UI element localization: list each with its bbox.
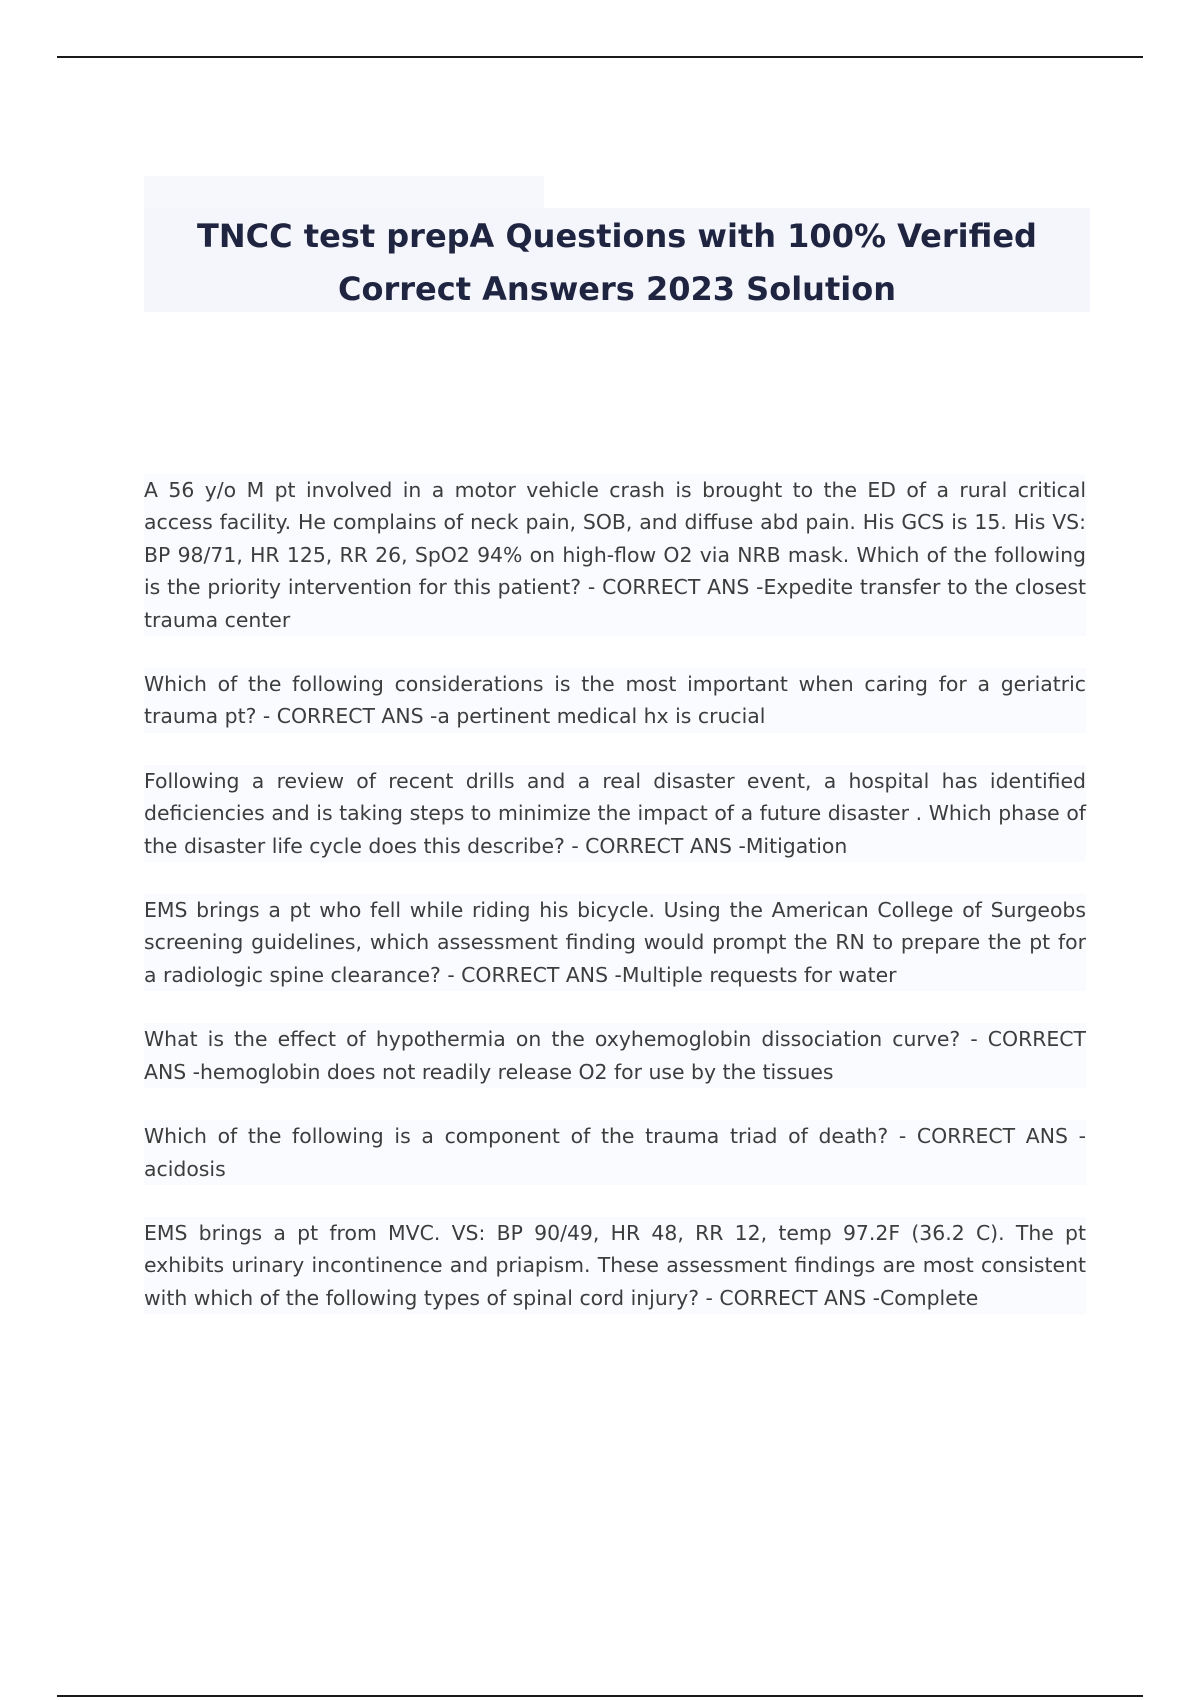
document-title: TNCC test prepA Questions with 100% Verified Correct Answers 2023 Solution: [197, 217, 1037, 308]
top-divider: [57, 56, 1143, 58]
qa-item-1: A 56 y/o M pt involved in a motor vehicle crash is brought to the ED of a rural critical access facility. He complains of neck pain, SOB, and diffuse abd pain. His GCS is 15. His VS: BP 98/71, HR 125, RR 26, SpO2 94% on high-flow O2 via NRB mask. Which of the following is the priority intervention for this patient? - CORRECT ANS -Expedite transfer to the closest trauma center: [144, 474, 1086, 636]
qa-item-2: Which of the following considerations is the most important when caring for a geriatric trauma pt? - CORRECT ANS -a pertinent medical hx is crucial: [144, 668, 1086, 733]
qa-item-6: Which of the following is a component of the trauma triad of death? - CORRECT ANS -acidosis: [144, 1120, 1086, 1185]
qa-list: [144, 474, 1086, 1346]
qa-item-7: EMS brings a pt from MVC. VS: BP 90/49, HR 48, RR 12, temp 97.2F (36.2 C). The pt exhibits urinary incontinence and priapism. These assessment findings are most consistent with which of the following types of spinal cord injury? - CORRECT ANS -Complete: [144, 1217, 1086, 1314]
title-highlight-tab: [144, 176, 544, 212]
bottom-divider: [57, 1695, 1143, 1697]
qa-item-3: Following a review of recent drills and a real disaster event, a hospital has identified deficiencies and is taking steps to minimize the impact of a future disaster . Which phase of the disaster life cycle does this describe? - CORRECT ANS -Mitigation: [144, 765, 1086, 862]
qa-item-5: What is the effect of hypothermia on the oxyhemoglobin dissociation curve? - CORRECT ANS -hemoglobin does not readily release O2 for use by the tissues: [144, 1023, 1086, 1088]
qa-item-4: EMS brings a pt who fell while riding his bicycle. Using the American College of Surgeobs screening guidelines, which assessment finding would prompt the RN to prepare the pt for a radiologic spine clearance? - CORRECT ANS -Multiple requests for water: [144, 894, 1086, 991]
